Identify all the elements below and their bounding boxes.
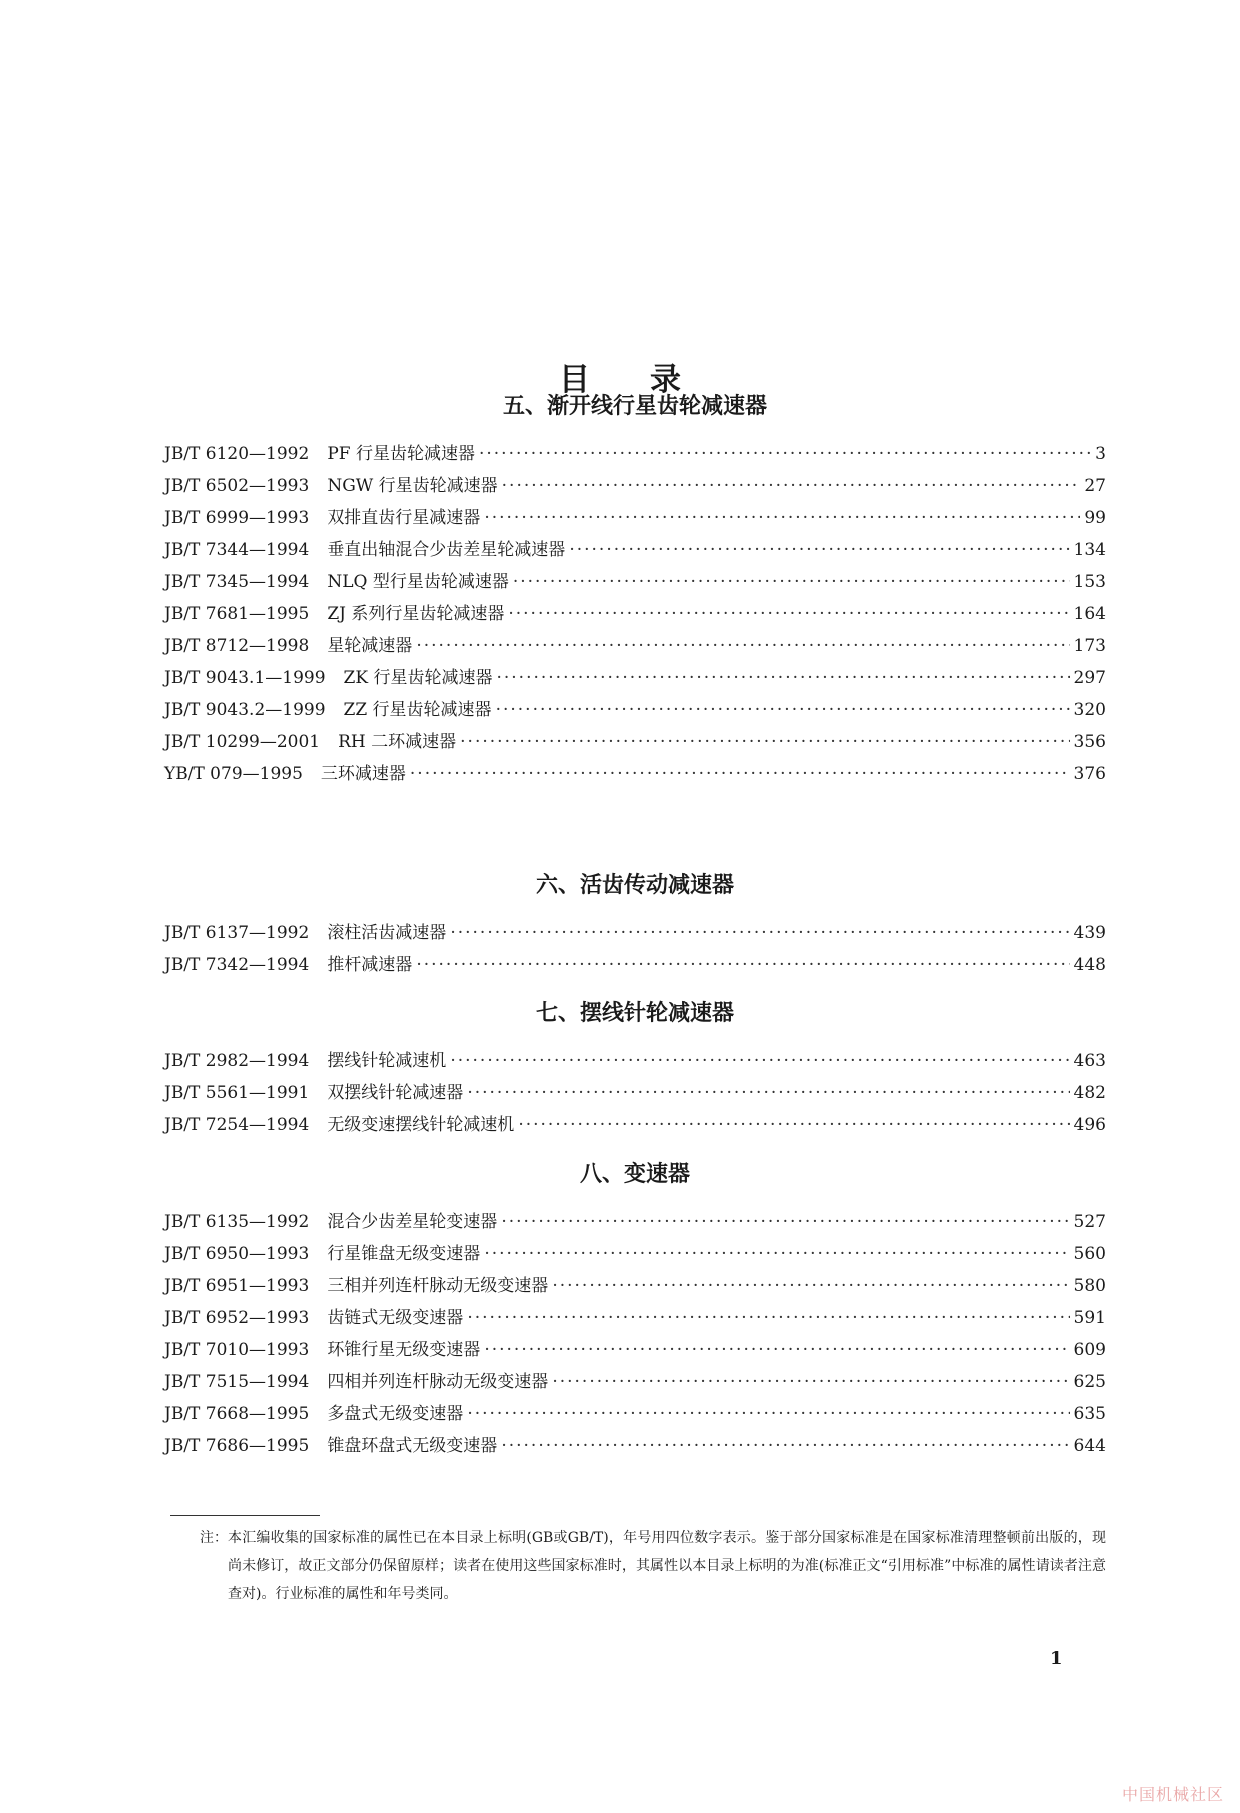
dot-leader [508,598,1069,630]
page-footer-number: 1 [1050,1648,1063,1669]
standard-name: 推杆减速器 [327,955,413,975]
toc-entry[interactable] [164,1302,1106,1334]
section-title: 七、摆线针轮减速器 [535,1001,734,1026]
standard-code: JB/T 9043.2—1999 [164,700,326,720]
standard-code: JB/T 7010—1993 [164,1340,310,1360]
standard-name: ZJ 系列行星齿轮减速器 [327,604,505,624]
page-number: 448 [1073,955,1106,975]
standard-name: 齿链式无级变速器 [327,1308,464,1328]
standard-name: 摆线针轮减速机 [327,1051,447,1071]
toc-entry[interactable] [164,566,1106,598]
dot-leader [416,949,1069,981]
page-number: 99 [1084,508,1106,528]
toc-entry[interactable] [164,502,1106,534]
dot-leader [552,1270,1069,1302]
dot-leader [501,1206,1069,1238]
page-number: 153 [1073,572,1106,592]
dot-leader [450,1045,1069,1077]
standard-code: YB/T 079—1995 [164,764,303,784]
page-number: 463 [1073,1051,1106,1071]
standard-name: ZZ 行星齿轮减速器 [343,700,492,720]
dot-leader [513,566,1070,598]
page-number: 356 [1073,732,1106,752]
standard-code: JB/T 10299—2001 [164,732,321,752]
footnote-label: 注： [200,1530,228,1546]
toc-entry[interactable] [164,1334,1106,1366]
footnote [200,1524,1106,1608]
standard-name: NLQ 型行星齿轮减速器 [327,572,509,592]
page-number: 496 [1073,1115,1106,1135]
standard-code: JB/T 6502—1993 [164,476,310,496]
toc-title: 目录 [559,362,741,398]
dot-leader [502,470,1081,502]
toc-entry[interactable] [164,694,1106,726]
standard-code: JB/T 7681—1995 [164,604,310,624]
page-number: 320 [1073,700,1106,720]
page-number: 580 [1073,1276,1106,1296]
toc-entry[interactable] [164,949,1106,981]
standard-code: JB/T 6120—1992 [164,444,310,464]
standard-name: 混合少齿差星轮变速器 [327,1212,498,1232]
toc-entry[interactable] [164,1238,1106,1270]
page-number: 27 [1084,476,1106,496]
standard-name: RH 二环减速器 [338,732,457,752]
dot-leader [552,1366,1069,1398]
standard-code: JB/T 6952—1993 [164,1308,310,1328]
standard-code: JB/T 7342—1994 [164,955,310,975]
toc-entry[interactable] [164,1077,1106,1109]
page-number: 134 [1073,540,1106,560]
toc-entry[interactable] [164,1206,1106,1238]
dot-leader [569,534,1069,566]
standard-name: 锥盘环盘式无级变速器 [327,1436,498,1456]
dot-leader [467,1302,1069,1334]
dot-leader [484,1334,1069,1366]
standard-name: 双摆线针轮减速器 [327,1083,464,1103]
standard-code: JB/T 8712—1998 [164,636,310,656]
toc-section [164,392,1106,790]
toc-entry[interactable] [164,1398,1106,1430]
section-title: 五、渐开线行星齿轮减速器 [502,394,767,419]
page-number: 164 [1073,604,1106,624]
standard-name: 三相并列连杆脉动无级变速器 [327,1276,549,1296]
page-number: 297 [1073,668,1106,688]
page-number: 482 [1073,1083,1106,1103]
page-number: 439 [1073,923,1106,943]
dot-leader [484,1238,1069,1270]
dot-leader [416,630,1069,662]
standard-name: 垂直出轴混合少齿差星轮减速器 [327,540,566,560]
watermark: 中国机械社区 [1121,1785,1224,1804]
page-number: 376 [1073,764,1106,784]
standard-code: JB/T 7344—1994 [164,540,310,560]
footnote-text: 本汇编收集的国家标准的属性已在本目录上标明(GB或GB/T)，年号用四位数字表示。鉴于部分国家标准是在国家标准清理整顿前出版的，现尚未修订，故正文部分仍保留原样；读者在使用这些国家标准时，其属性以本目录上标明的为准(标准正文“引用标准”中标准的属性请读者注意查对)。行业标准的属性和年号类同。 [228,1530,1106,1602]
dot-leader [467,1077,1069,1109]
toc-entry[interactable] [164,1270,1106,1302]
standard-name: 无级变速摆线针轮减速机 [327,1115,515,1135]
dot-leader [467,1398,1069,1430]
page-number: 625 [1073,1372,1106,1392]
standard-code: JB/T 6951—1993 [164,1276,310,1296]
page-number: 644 [1073,1436,1106,1456]
standard-code: JB/T 7668—1995 [164,1404,310,1424]
section-title: 六、活齿传动减速器 [535,873,734,898]
standard-code: JB/T 6137—1992 [164,923,310,943]
standard-code: JB/T 7515—1994 [164,1372,310,1392]
toc-entry[interactable] [164,598,1106,630]
page-number: 635 [1073,1404,1106,1424]
footnote-rule [170,1515,320,1516]
dot-leader [460,726,1069,758]
standard-name: PF 行星齿轮减速器 [327,444,475,464]
standard-name: 四相并列连杆脉动无级变速器 [327,1372,549,1392]
standard-code: JB/T 6135—1992 [164,1212,310,1232]
dot-leader [496,662,1069,694]
toc-entry[interactable] [164,1109,1106,1141]
toc-entry[interactable] [164,438,1106,470]
standard-name: NGW 行星齿轮减速器 [327,476,498,496]
toc-entry[interactable] [164,758,1106,790]
dot-leader [410,758,1070,790]
standard-name: 三环减速器 [320,764,406,784]
toc-entry[interactable] [164,470,1106,502]
toc-entry[interactable] [164,917,1106,949]
page-number: 591 [1073,1308,1106,1328]
page-number: 173 [1073,636,1106,656]
page-number: 560 [1073,1244,1106,1264]
standard-name: 多盘式无级变速器 [327,1404,464,1424]
standard-name: 环锥行星无级变速器 [327,1340,481,1360]
page-number: 527 [1073,1212,1106,1232]
toc-entry[interactable] [164,662,1106,694]
dot-leader [484,502,1080,534]
dot-leader [501,1430,1069,1462]
toc-entry[interactable] [164,1366,1106,1398]
standard-code: JB/T 7254—1994 [164,1115,310,1135]
toc-entry[interactable] [164,630,1106,662]
standard-name: ZK 行星齿轮减速器 [343,668,493,688]
page-number: 609 [1073,1340,1106,1360]
dot-leader [496,694,1070,726]
standard-name: 行星锥盘无级变速器 [327,1244,481,1264]
dot-leader [479,438,1091,470]
toc-section [164,999,1106,1141]
standard-name: 双排直齿行星减速器 [327,508,481,528]
toc-entry[interactable] [164,1045,1106,1077]
toc-section [164,1160,1106,1462]
standard-code: JB/T 6999—1993 [164,508,310,528]
standard-code: JB/T 7686—1995 [164,1436,310,1456]
toc-entry[interactable] [164,1430,1106,1462]
standard-code: JB/T 5561—1991 [164,1083,310,1103]
standard-name: 星轮减速器 [327,636,413,656]
standard-code: JB/T 7345—1994 [164,572,310,592]
toc-entry[interactable] [164,534,1106,566]
toc-section [164,871,1106,981]
standard-code: JB/T 6950—1993 [164,1244,310,1264]
dot-leader [518,1109,1069,1141]
dot-leader [450,917,1069,949]
standard-code: JB/T 2982—1994 [164,1051,310,1071]
toc-entry[interactable] [164,726,1106,758]
standard-code: JB/T 9043.1—1999 [164,668,326,688]
page-number: 3 [1095,444,1106,464]
section-title: 八、变速器 [579,1162,690,1187]
standard-name: 滚柱活齿减速器 [327,923,447,943]
